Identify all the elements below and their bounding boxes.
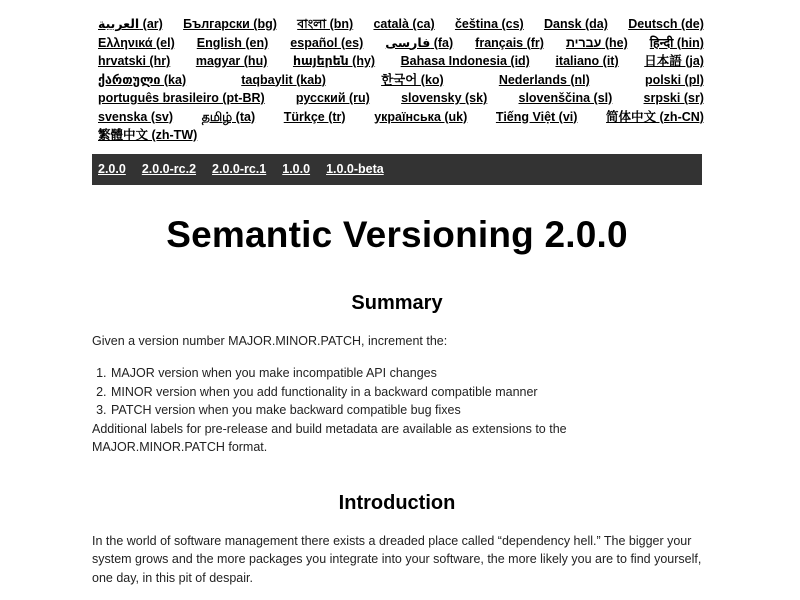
version-link-2-0-0[interactable]: 2.0.0	[98, 162, 126, 176]
version-link-1-0-0-beta[interactable]: 1.0.0-beta	[326, 162, 384, 176]
language-link-el[interactable]: Ελληνικά (el)	[98, 35, 175, 50]
language-link-ka[interactable]: ქართული (ka)	[98, 72, 187, 87]
language-link-da[interactable]: Dansk (da)	[544, 17, 608, 31]
introduction-heading: Introduction	[338, 491, 456, 514]
version-link-2-0-0-rc-1[interactable]: 2.0.0-rc.1	[212, 162, 267, 176]
language-link-es[interactable]: español (es)	[290, 35, 364, 50]
list-item: 1. MAJOR version when you make incompatible API changes	[110, 364, 702, 383]
language-link-hu[interactable]: magyar (hu)	[195, 54, 268, 68]
language-link-ca[interactable]: català (ca)	[373, 17, 435, 31]
version-nav-bar	[92, 154, 702, 185]
language-link-cs[interactable]: čeština (cs)	[454, 17, 524, 31]
language-link-zh-cn[interactable]: 简体中文 (zh-CN)	[606, 109, 704, 124]
language-link-ru[interactable]: русский (ru)	[295, 91, 370, 105]
summary-heading: Summary	[351, 291, 443, 314]
summary-extra: Additional labels for pre-release and build metadata are available as extensions to the MAJOR.MINOR.PATCH format.	[92, 421, 567, 454]
language-link-ja[interactable]: 日本語 (ja)	[644, 54, 704, 68]
language-link-pl[interactable]: polski (pl)	[644, 72, 704, 87]
language-link-he[interactable]: עברית (he)	[565, 35, 628, 50]
language-link-fa[interactable]: فارسی (fa)	[385, 35, 454, 50]
summary-intro: Given a version number MAJOR.MINOR.PATCH, increment the:	[92, 333, 448, 348]
language-row	[98, 15, 704, 34]
language-link-bn[interactable]: বাংলা (bn)	[297, 17, 354, 31]
introduction-paragraph: In the world of software management there exists a dreaded place called “dependency hell.” The bigger your system grows and the more packages you integrate into your software, the more likely you are to find yourself, one day, in this pit of despair.	[92, 533, 702, 585]
language-link-kab[interactable]: taqbaylit (kab)	[241, 72, 326, 87]
language-link-fr[interactable]: français (fr)	[475, 35, 544, 50]
language-link-hy[interactable]: հայերեն (hy)	[292, 54, 376, 68]
language-row	[98, 34, 704, 53]
language-link-tr[interactable]: Türkçe (tr)	[283, 109, 346, 124]
language-link-hr[interactable]: hrvatski (hr)	[98, 54, 171, 68]
list-item: 3. PATCH version when you make backward compatible bug fixes	[110, 401, 702, 420]
language-link-sk[interactable]: slovensky (sk)	[401, 91, 488, 105]
language-link-uk[interactable]: українська (uk)	[374, 109, 468, 124]
language-row	[98, 108, 704, 127]
language-link-nl[interactable]: Nederlands (nl)	[498, 72, 590, 87]
language-link-en[interactable]: English (en)	[196, 35, 269, 50]
language-link-hin[interactable]: हिन्दी (hin)	[649, 35, 704, 50]
version-link-2-0-0-rc-2[interactable]: 2.0.0-rc.2	[141, 162, 197, 176]
version-link-1-0-0[interactable]: 1.0.0	[282, 162, 311, 176]
page-container	[92, 0, 702, 587]
language-link-it[interactable]: italiano (it)	[555, 54, 619, 68]
language-link-sr[interactable]: srpski (sr)	[643, 91, 704, 105]
summary-list	[92, 364, 702, 420]
language-row	[98, 89, 704, 108]
language-row	[98, 52, 704, 71]
language-link-sv[interactable]: svenska (sv)	[98, 109, 174, 124]
language-link-ta[interactable]: தமிழ் (ta)	[201, 109, 256, 124]
language-row	[98, 71, 704, 90]
language-link-pt-br[interactable]: português brasileiro (pt-BR)	[98, 91, 265, 105]
language-link-sl[interactable]: slovenščina (sl)	[518, 91, 613, 105]
language-link-vi[interactable]: Tiếng Việt (vi)	[495, 109, 578, 124]
language-link-ko[interactable]: 한국어 (ko)	[381, 72, 444, 87]
list-item: 2. MINOR version when you add functionality in a backward compatible manner	[110, 383, 702, 402]
language-link-id[interactable]: Bahasa Indonesia (id)	[400, 54, 530, 68]
language-links	[98, 0, 704, 145]
page-title: Semantic Versioning 2.0.0	[166, 213, 628, 255]
language-link-zh-tw[interactable]: 繁體中文 (zh-TW)	[98, 128, 198, 142]
language-row	[98, 126, 704, 145]
language-link-ar[interactable]: العربية (ar)	[98, 17, 163, 31]
language-link-bg[interactable]: Български (bg)	[183, 17, 277, 31]
language-link-de[interactable]: Deutsch (de)	[628, 17, 704, 31]
